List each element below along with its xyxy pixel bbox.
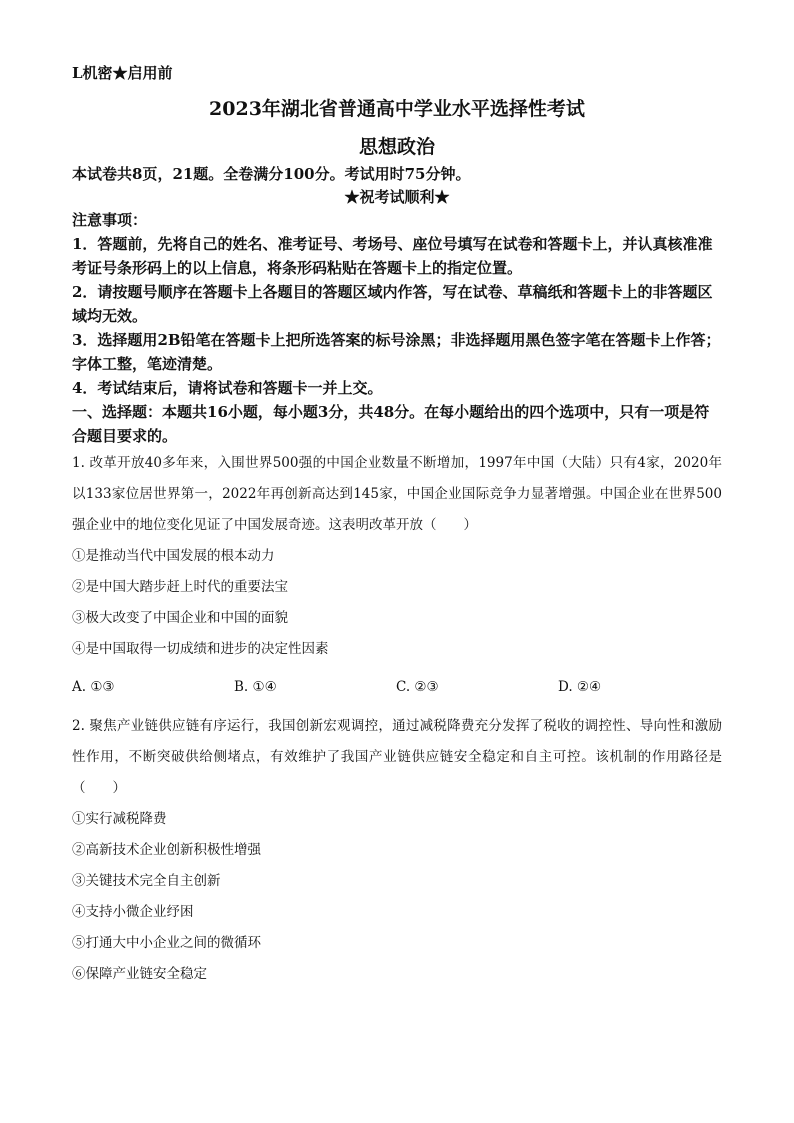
statement-option: ④是中国取得一切成绩和进步的决定性因素 xyxy=(72,641,329,657)
choice-b: B. ①④ xyxy=(234,679,277,695)
answer-choices xyxy=(72,675,722,699)
section-heading: 一、选择题：本题共16小题，每小题3分，共48分。在每小题给出的四个选项中，只有一项是符合题目要求的。 xyxy=(72,403,710,445)
statement-option: ③关键技术完全自主创新 xyxy=(72,873,221,889)
notice-item: 2．请按题号顺序在答题卡上各题目的答题区域内作答，写在试卷、草稿纸和答题卡上的非答题区域均无效。 xyxy=(72,283,713,325)
statement-option: ①是推动当代中国发展的根本动力 xyxy=(72,548,275,564)
statement-option: ④支持小微企业纾困 xyxy=(72,904,194,920)
question-stem: 1. 改革开放40多年来，入围世界500强的中国企业数量不断增加，1997年中国（大陆）只有4家，2020年以133家位居世界第一，2022年再创新高达到145家，中国企业国际竞争力显著增强。中国企业在世界500强企业中的地位变化见证了中国发展奇迹。这表明改革开放（ ） xyxy=(72,455,722,533)
notice-item: 4．考试结束后，请将试卷和答题卡一并上交。 xyxy=(72,379,383,397)
choice-a: A. ①③ xyxy=(72,679,115,695)
statement-option: ①实行减税降费 xyxy=(72,811,167,827)
good-luck-line: ★祝考试顺利★ xyxy=(344,188,450,206)
question-stem: 2. 聚焦产业链供应链有序运行，我国创新宏观调控，通过减税降费充分发挥了税收的调控性、导向性和激励性作用，不断突破供给侧堵点，有效维护了我国产业链供应链安全稳定和自主可控。该机制的作用路径是（ ） xyxy=(72,718,722,796)
choice-d: D. ②④ xyxy=(558,679,602,695)
subject-title: 思想政治 xyxy=(358,136,435,158)
notice-item: 3．选择题用2B铅笔在答题卡上把所选答案的标号涂黑；非选择题用黑色签字笔在答题卡上作答；字体工整，笔迹清楚。 xyxy=(72,331,721,373)
choice-c: C. ②③ xyxy=(396,679,439,695)
statement-option: ⑥保障产业链安全稳定 xyxy=(72,966,207,982)
statement-option: ⑤打通大中小企业之间的微循环 xyxy=(72,935,261,951)
notice-item: 1．答题前，先将自己的姓名、准考证号、考场号、座位号填写在试卷和答题卡上，并认真核准准考证号条形码上的以上信息，将条形码粘贴在答题卡上的指定位置。 xyxy=(72,235,713,277)
confidential-label: L机密★启用前 xyxy=(72,64,173,82)
statement-option: ③极大改变了中国企业和中国的面貌 xyxy=(72,610,288,626)
notice-heading: 注意事项： xyxy=(72,211,148,229)
exam-title: 2023年湖北省普通高中学业水平选择性考试 xyxy=(209,98,585,120)
statement-option: ②是中国大踏步赶上时代的重要法宝 xyxy=(72,579,288,595)
exam-info: 本试卷共8页，21题。全卷满分100分。考试用时75分钟。 xyxy=(72,165,471,183)
statement-option: ②高新技术企业创新积极性增强 xyxy=(72,842,261,858)
question-2 xyxy=(72,711,722,990)
question-1 xyxy=(72,448,722,699)
